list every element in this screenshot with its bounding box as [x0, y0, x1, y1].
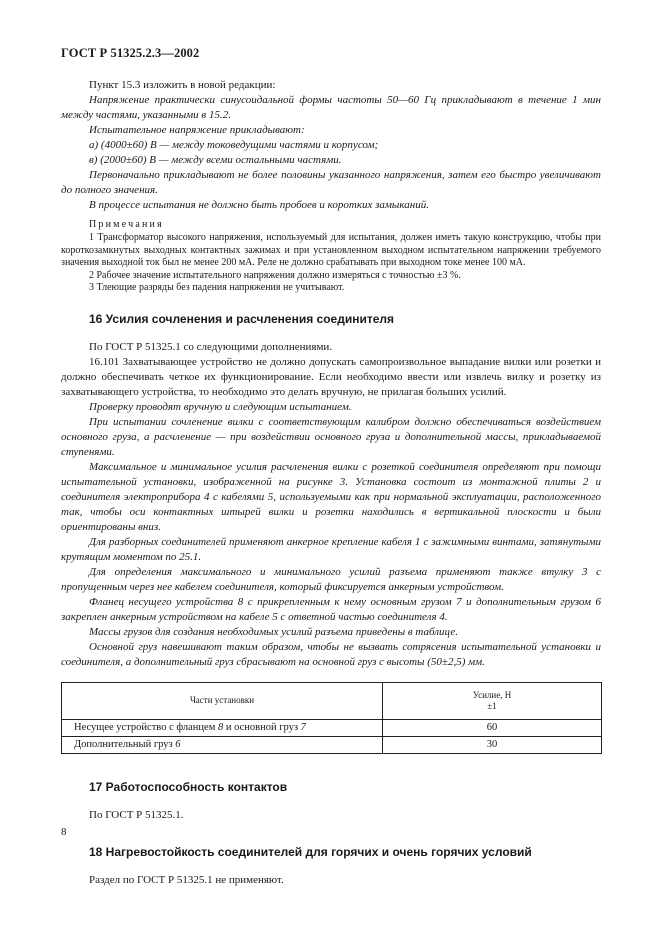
note-1: 1 Трансформатор высокого напряжения, используемый для испытания, должен иметь такую конструкцию, чтобы при короткозамкнутых выходных контактных зажимах и при установленном выходном испытательном напряжении требуемого значения выходной ток был не менее 200 мА. Реле не должно срабатывать при выходном токе менее 100 мА.	[61, 232, 601, 268]
clause-15-para-1: Напряжение практически синусоидальной формы частоты 50—60 Гц прикладывают в течение 1 мин между частями, указанными в 15.2.	[61, 94, 601, 121]
table-cell-part: Несущее устройство с фланцем 8 и основной груз 7	[62, 719, 383, 736]
table-header-parts: Части установки	[62, 682, 383, 719]
section-16-para-8: Фланец несущего устройства 8 с прикрепленным к нему основным грузом 7 и дополнительным грузом 6 закреплен анкерным устройством на кабеле 5 с ответной частью соединителя 4.	[61, 595, 601, 623]
section-16-para-2: 16.101 Захватывающее устройство не должно допускать самопроизвольное выпадание вилки или розетки и должно обеспечивать четкое их функционирование. Если необходимо ввести или извлечь вилку и розетку из захватывающего устройства, то необходимо это делать вручную, не прилагая больших усилий.	[61, 355, 601, 398]
section-18-para-1: Раздел по ГОСТ Р 51325.1 не применяют.	[89, 873, 284, 886]
section-16-para-1: По ГОСТ Р 51325.1 со следующими дополнениями.	[89, 340, 333, 353]
clause-15-para-2: Испытательное напряжение прикладывают:	[89, 124, 305, 136]
table-cell-force: 60	[383, 719, 602, 736]
section-16-para-9: Массы грузов для создания необходимых усилий разъема приведены в таблице.	[89, 625, 458, 638]
clause-15-item-b: в) (2000±60) В — между всеми остальными частями.	[89, 154, 342, 166]
document-body	[61, 78, 601, 888]
section-16-para-7: Для определения максимального и минимального усилий разъема применяют также втулку 3 с пропущенным через нее кабелем соединителя, который фиксируется анкерным устройством.	[61, 565, 601, 593]
table-header-row	[62, 682, 602, 719]
section-16-para-4: При испытании сочленение вилки с соответствующим калибром должно обеспечиваться воздействием основного груза, а расчленение — при воздействии основного груза и дополнительной массы, прикладываемой ступенями.	[61, 415, 601, 458]
weights-table	[61, 682, 602, 754]
clause-15-lead: Пункт 15.3 изложить в новой редакции:	[89, 79, 276, 91]
section-16-para-5: Максимальное и минимальное усилия расчленения вилки с розеткой соединителя определяют при помощи испытательной установки, изображенной на рисунке 3. Установка состоит из монтажной плиты 2 и соединителя электроприбора 4 с кабелями 5, используемыми как при нормальной эксплуатации, расположенного так, чтобы оси контактных штырей вилки и розетки находились в вертикальной плоскости и были ориентированы вниз.	[61, 460, 601, 533]
section-16-para-3: Проверку проводят вручную и следующим испытанием.	[89, 400, 352, 413]
notes-title: Примечания	[89, 219, 164, 230]
clause-15-item-a: а) (4000±60) В — между токоведущими частями и корпусом;	[89, 139, 379, 151]
table-header-force: Усилие, Н ±1	[383, 682, 602, 719]
section-16-para-6: Для разборных соединителей применяют анкерное крепление кабеля 1 с зажимными винтами, затянутыми крутящим моментом по 25.1.	[61, 535, 601, 563]
section-16-para-10: Основной груз навешивают таким образом, чтобы не вызвать сотрясения испытательной установки и соединителя, а дополнительный груз сбрасывают на основной груз с высоты (50±2,5) мм.	[61, 640, 601, 668]
note-2: 2 Рабочее значение испытательного напряжения должно измеряться с точностью ±3 %.	[89, 269, 461, 281]
section-18-heading: 18 Нагревостойкость соединителей для горячих и очень горячих условий	[89, 844, 532, 859]
page-number: 8	[61, 826, 67, 838]
clause-15-para-6: В процессе испытания не должно быть пробоев и коротких замыканий.	[89, 199, 429, 211]
clause-15-para-5: Первоначально прикладывают не более половины указанного напряжения, затем его быстро увеличивают до полного значения.	[61, 169, 601, 196]
table-row	[62, 719, 602, 736]
note-3: 3 Тлеющие разряды без падения напряжения не учитывают.	[89, 282, 345, 293]
section-17-heading: 17 Работоспособность контактов	[89, 779, 288, 794]
section-17-para-1: По ГОСТ Р 51325.1.	[89, 808, 184, 821]
section-16-heading: 16 Усилия сочленения и расчленения соединителя	[89, 311, 395, 326]
document-code-header: ГОСТ Р 51325.2.3—2002	[61, 46, 200, 60]
table-cell-part: Дополнительный груз 6	[62, 736, 383, 753]
table-cell-force: 30	[383, 736, 602, 753]
table-row	[62, 736, 602, 753]
